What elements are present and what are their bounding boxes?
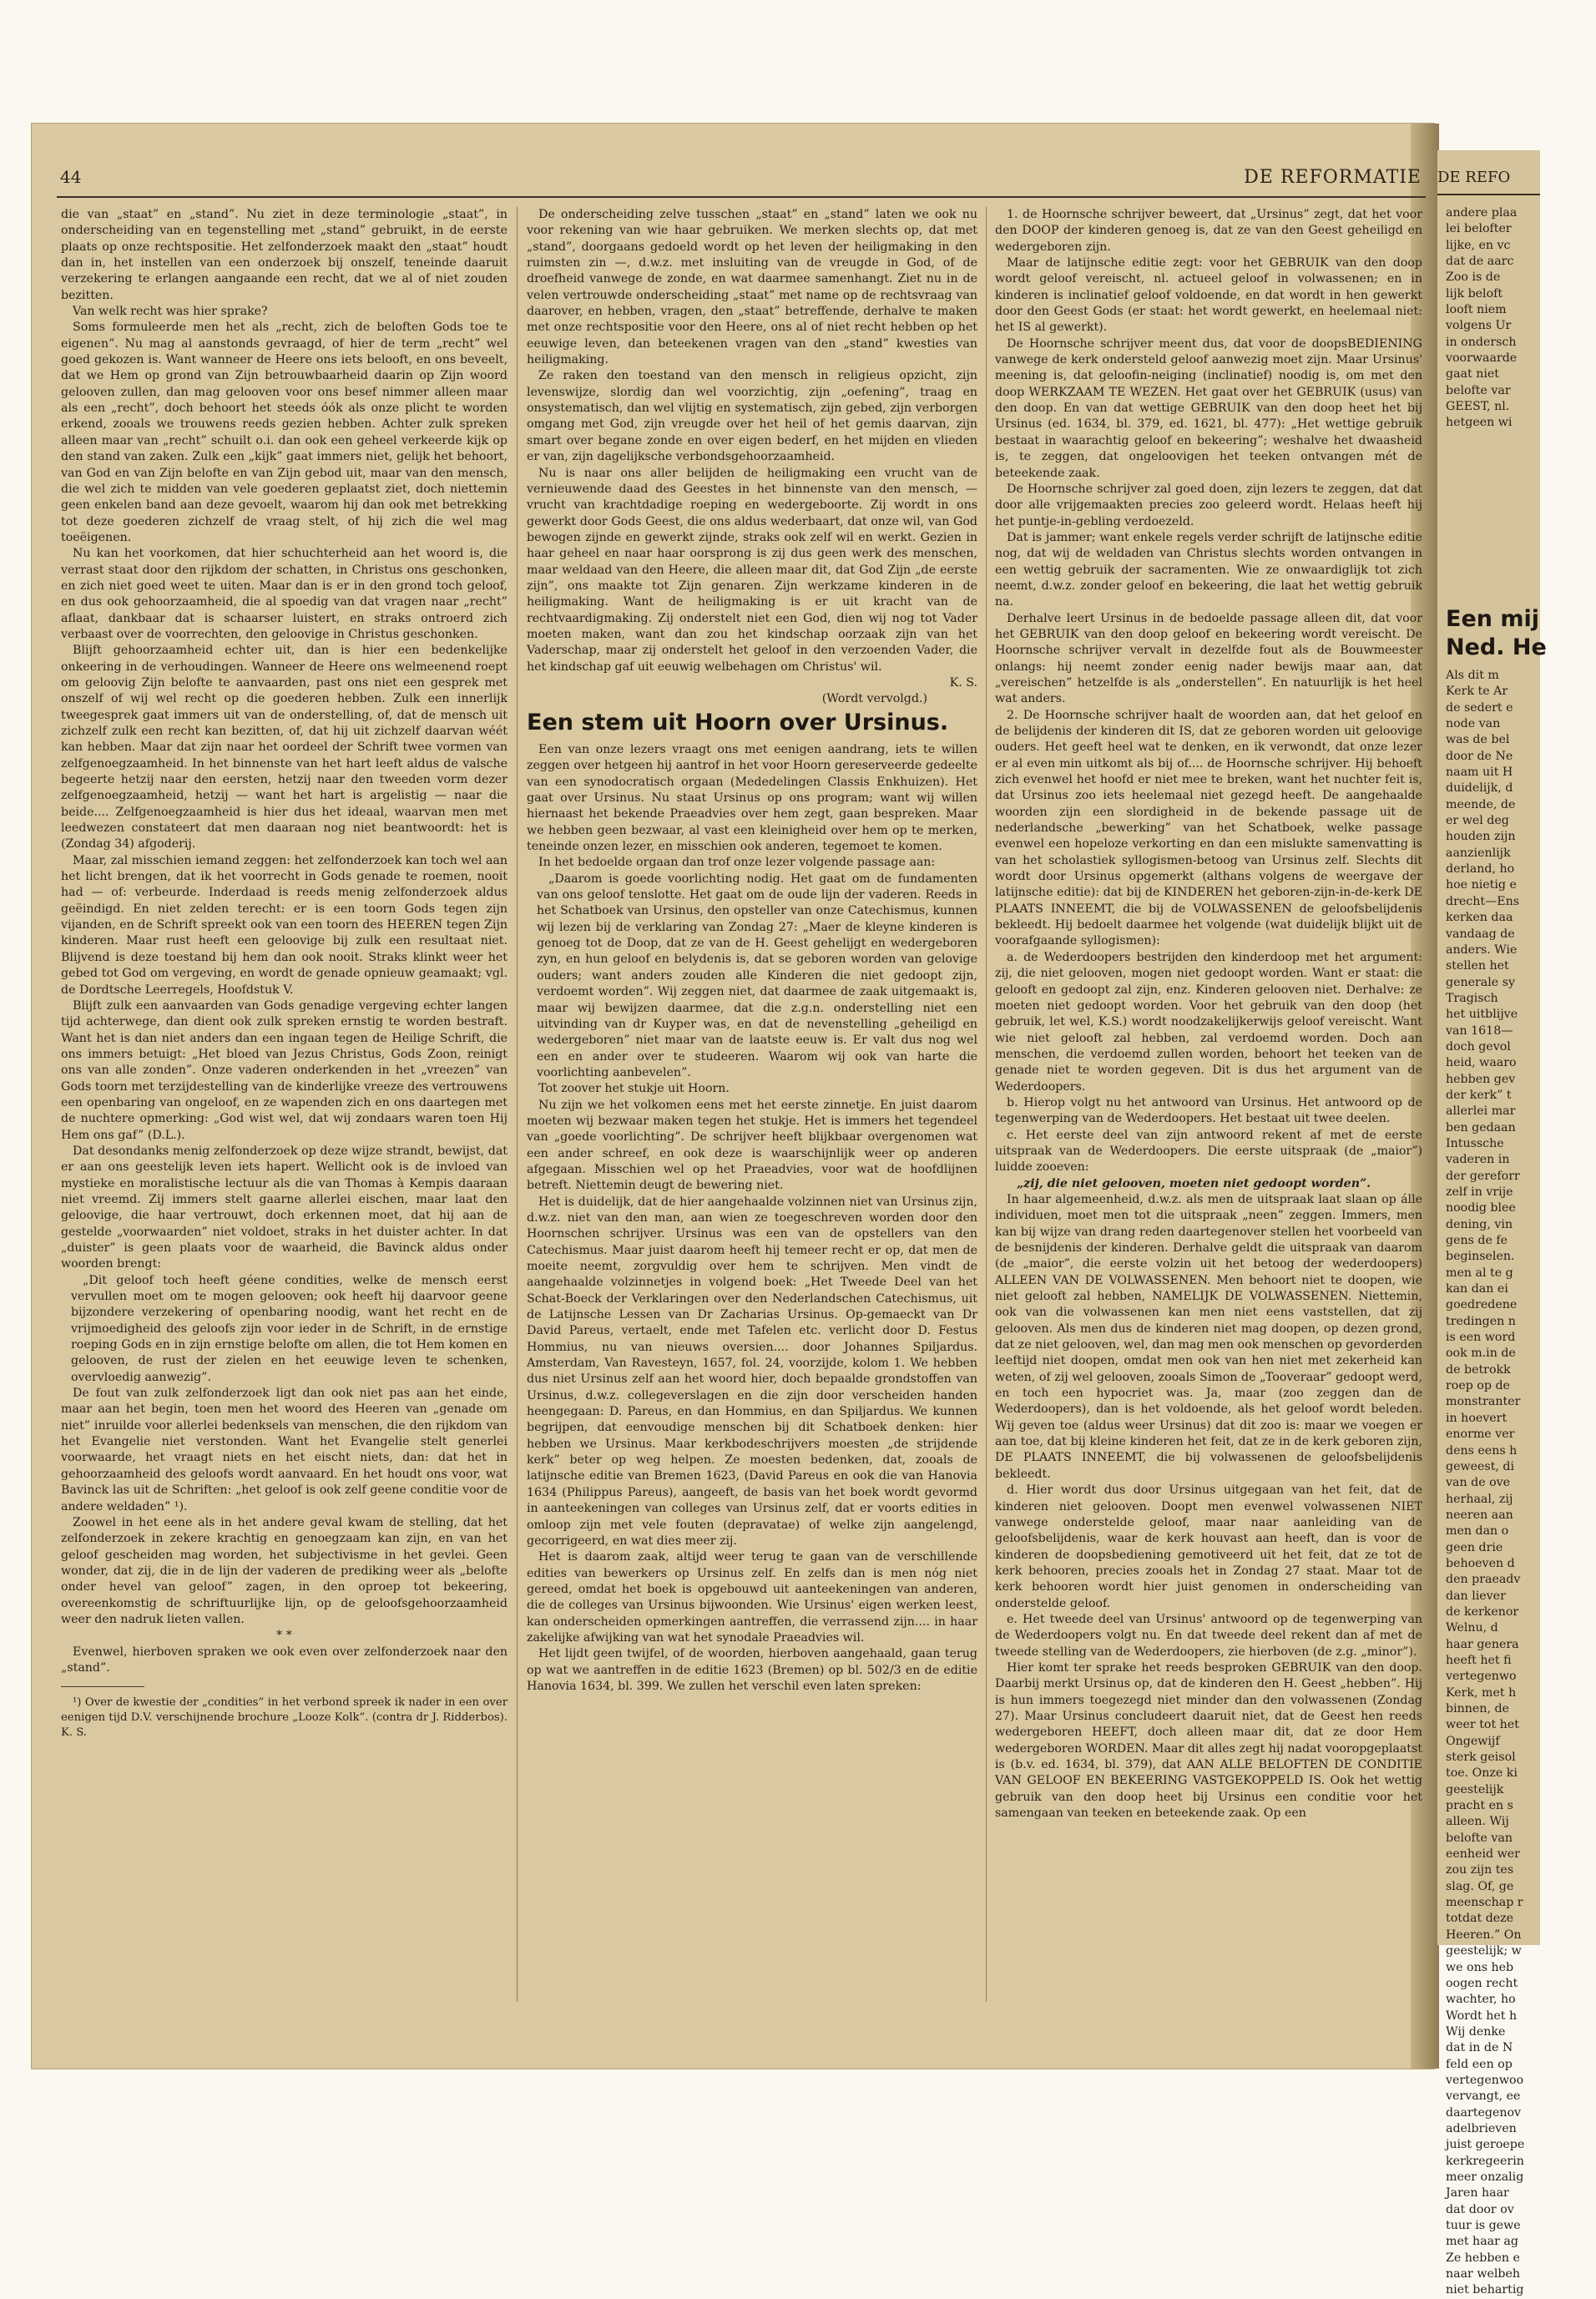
paragraph: De onderscheiding zelve tusschen „staat” en „stand” laten we ook nu voor rekening van wie haar gebruiken. We merken slechts op, dat met „stand”, doorgaans gedoeld wordt op het leven der heiligmaking in den ruimsten zin —, d.w.z. met insluiting van de vreugde in God, of de droefheid vanwege de zonde, en wat daarmee samenhangt. Ziet nu in de velen vertrouwde onderscheiding „staat” met name op de rechtsvraag van daarover, en hebben, vragen, den „staat” betreffende, derhalve te maken met onze rechtspositie voor den Heere, ons al of niet recht hebben op het eeuwige leven, dan beteekenen vragen van den „stand” kwesties van heiligmaking.: [527, 208, 977, 367]
adjacent-line: vandaag de: [1446, 927, 1515, 941]
adjacent-line: kerken daa: [1446, 911, 1513, 925]
page-number: 44: [60, 167, 82, 187]
column-3: [995, 207, 1422, 2010]
adjacent-line: ben gedaan: [1446, 1120, 1516, 1134]
adjacent-line: Kerk te Ar: [1446, 685, 1508, 699]
adjacent-line: kan dan ei: [1446, 1282, 1508, 1296]
adjacent-line: oogen recht: [1446, 1976, 1518, 1990]
adjacent-line: dan liever: [1446, 1589, 1506, 1603]
adjacent-line: men dan o: [1446, 1524, 1509, 1539]
adjacent-line: duidelijk, d: [1446, 781, 1513, 796]
footnote-rule: [61, 1686, 144, 1687]
paragraph: In het bedoelde orgaan dan trof onze lezer volgende passage aan:: [538, 856, 936, 870]
paragraph: De Hoornsche schrijver meent dus, dat voor de doopsBEDIENING vanwege de kerk ondersteld geloof aanwezig moet zijn. Maar Ursinus' meening is, dat geloofin-neiging (inclinatief) noodig is, om met den doop WERKZAAM TE WEZEN. Het gaat over het GEBRUIK (usus) van den doop. En van dat wettige GEBRUIK van den doop heet het bij Ursinus (ed. 1634, bl. 379, ed. 1621, bl. 477): „Het wettige gebruik bestaat in waarachtig geloof en bekeering”; weshalve het dwaasheid is, te zeggen, dat ongeloovigen het teeken ontvangen mét de beteekende zaak.: [995, 336, 1422, 480]
paragraph: c. Het eerste deel van zijn antwoord rekent af met de eerste uitspraak van de Wederdoopers. Die eerste uitspraak (de „maior”) luidde zooeven:: [995, 1128, 1422, 1175]
adjacent-line: van 1618—: [1446, 1023, 1513, 1038]
block-quote: „zij, die niet gelooven, moeten niet gedoopt worden”.: [1017, 1176, 1371, 1190]
adjacent-line: tredingen n: [1446, 1314, 1516, 1328]
adjacent-line: daartegenov: [1446, 2105, 1522, 2120]
adjacent-line: eenheid wer: [1446, 1847, 1520, 1862]
adjacent-line: hebben gev: [1446, 1072, 1516, 1086]
adjacent-line: heeft het fi: [1446, 1653, 1512, 1667]
adjacent-line: Een mij: [1446, 606, 1540, 632]
adjacent-line: binnen, de: [1446, 1702, 1509, 1715]
paragraph: Nu kan het voorkomen, dat hier schuchterheid aan het woord is, die verrast staat door den rijkdom der schatten, in Christus ons geschonken, en zich niet goed weet te uiten. Maar dan is er in den grond toch geloof, en dus ook gehoorzaamheid, die al spoedig van dat vragen naar „recht” aflaat, dankbaar dat is schaarser luistert, en straks ontroerd zich verbaast over de voorrechten, den geloovige in Christus geschonken.: [61, 547, 508, 641]
adjacent-line: vaderen in: [1446, 1153, 1510, 1167]
adjacent-line: voorwaarde: [1446, 351, 1518, 366]
adjacent-line: sterk geisol: [1446, 1751, 1516, 1765]
paragraph: Maar de latijnsche editie zegt: voor het GEBRUIK van den doop wordt geloof vereischt, nl. actueel geloof in volwassenen; en in kinderen is inclinatief geloof voldoende, en dat wordt in hen gewerkt door den Geest Gods (er staat: het wordt gewerkt, en heelemaal niet: het IS al gewerkt).: [995, 256, 1422, 335]
adjacent-line: looft niem: [1446, 303, 1507, 317]
adjacent-line: Jaren haar: [1446, 2186, 1509, 2200]
adjacent-text-top: [1446, 205, 1596, 432]
author-signature: K. S.: [949, 675, 977, 690]
paragraph: e. Het tweede deel van Ursinus' antwoord op de tegenwerping van de Wederdoopers volgt nu. En dat tweede deel rekent dan af met de tweede stelling van de Wederdoopers, zie hierboven (de z.g. „minor”).: [995, 1612, 1422, 1659]
adjacent-article-title: [1446, 605, 1547, 662]
adjacent-line: hoe nietig e: [1446, 878, 1517, 892]
paragraph: Maar, zal misschien iemand zeggen: het zelfonderzoek kan toch wel aan het licht brengen, dat ik het voorrecht in Gods genade te roemen, nooit had — of: verbeurde. Inderdaad is reeds menig zelfonderzoek aldus geëindigd. En niet zelden terecht: er is een toorn Gods tegen zijn vijanden, en de Schrift spreekt ook van een toorn des HEEREN tegen Zijn kinderen. Maar rust heeft een geloovige bij zulk een resultaat niet. Blijvend is deze toestand bij hem dan ook nooit. Straks klinkt weer het gebed tot God om vergeving, en wordt de genade opnieuw geamaakt; vgl. de Dordtsche Leerregels, Hoofdstuk V.: [61, 853, 508, 997]
paragraph: Dat is jammer; want enkele regels verder schrijft de latijnsche editie nog, dat wij de weldaden van Christus slechts worden ontvangen in een wettig gebruik der sacramenten. Wie ze onwaardiglijk tot zich neemt, d.w.z. zonder geloof en bekeering, die laat het wettig gebruik na.: [995, 530, 1422, 609]
adjacent-line: geestelijk: [1446, 1782, 1504, 1796]
paragraph: 1. de Hoornsche schrijver beweert, dat „Ursinus” zegt, dat het voor den DOOP der kinderen genoeg is, dat ze van den Geest geheiligd en wedergeboren zijn.: [995, 208, 1422, 254]
adjacent-line: geestelijk; w: [1446, 1944, 1522, 1958]
adjacent-line: naar welbeh: [1446, 2267, 1521, 2281]
section-separator: * *: [276, 1629, 292, 1643]
adjacent-line: dat door ov: [1446, 2202, 1514, 2216]
adjacent-line: Als dit m: [1446, 669, 1499, 682]
adjacent-line: volgens Ur: [1446, 319, 1512, 333]
paragraph: Tot zoover het stukje uit Hoorn.: [538, 1082, 730, 1096]
adjacent-line: monstranter: [1446, 1395, 1521, 1409]
adjacent-line: weer tot het: [1446, 1718, 1519, 1732]
adjacent-line: naam uit H: [1446, 765, 1513, 780]
column-divider: [517, 207, 518, 2002]
adjacent-line: dens eens h: [1446, 1443, 1518, 1458]
adjacent-line: er wel deg: [1446, 814, 1509, 828]
adjacent-line: zelf in vrije: [1446, 1185, 1513, 1199]
adjacent-line: vertegenwoo: [1446, 2073, 1524, 2087]
continued-note: (Wordt vervolgd.): [821, 692, 927, 706]
adjacent-line: lei belofter: [1446, 222, 1512, 236]
adjacent-line: enorme ver: [1446, 1427, 1515, 1442]
adjacent-line: belofte van: [1446, 1831, 1513, 1845]
column-1: [61, 207, 508, 2010]
adjacent-line: de sedert e: [1446, 700, 1513, 715]
paragraph: In haar algemeenheid, d.w.z. als men de uitspraak laat slaan op álle individuen, moet men tot die uitspraak „neen” zeggen. Immers, men kan bij wijze van drang reden daartegenover stellen het voorbeeld van de besnijdenis der kinderen. Derhalve geldt die uitspraak van daarom (de „maior”, die eerste volzin uit het betoog der wederdoopers) ALLEEN VAN DE VOLWASSENEN. Men behoort niet te doopen, wie niet gelooft zal hebben, NAMELIJK DE VOLWASSENEN. Niettemin, ook van die volwassenen kan men niet eens vaststellen, dat zij gelooven. Als men dus de kinderen niet mag doopen, op dezen grond, dat ze niet gelooven, wel, dan mag men ook menschen op gevorderden leeftijd niet doopen, omdat men ook van hen niet met zekerheid kan weten, of zij wel gelooven, zooals Simon de „Tooveraar” gedoopt werd, en toch een hypocriet was. Ja, maar (zoo zeggen dan de Wederdoopers), dan is het voldoende, als het geloof wordt beleden. Wij geven toe (aldus weer Ursinus) dat dit zoo is: maar we voegen er aan toe, dat bij kleine kinderen het feit, dat ze in de kerk geboren zijn, DE PLAATS INNEEMT, die bij volwassenen de geloofsbelijdenis bekleedt.: [995, 1192, 1422, 1481]
adjacent-line: stellen het: [1446, 959, 1509, 973]
adjacent-page-masthead: DE REFO: [1437, 169, 1511, 186]
adjacent-line: Heeren.” On: [1446, 1928, 1522, 1942]
adjacent-line: kerkregeerin: [1446, 2154, 1524, 2168]
adjacent-page: [1437, 150, 1547, 2297]
adjacent-line: dening, vin: [1446, 1217, 1513, 1231]
paragraph: a. de Wederdoopers bestrijden den kinderdoop met het argument: zij, die niet gelooven, mogen niet gedoopt worden. Want er staat: die gelooft en gedoopt zal zijn, enz. Kinderen gelooven niet. Derhalve: ze moeten niet gedoopt worden. Voor het gebruik van den doop (het gebruik, let wel, K.S.) wordt noodzakelijkerwijs geloof vereischt. Want wie niet gelooft zal hebben, zal verdoemd worden. Doch aan menschen, die verdoemd zullen worden, behoort het teeken van de genade niet te worden gegeven. Dit is dus het argument van de Wederdoopers.: [995, 950, 1422, 1094]
adjacent-line: behoeven d: [1446, 1556, 1515, 1570]
adjacent-line: gens de fe: [1446, 1234, 1508, 1248]
adjacent-line: anders. Wie: [1446, 942, 1518, 957]
adjacent-line: Intussche: [1446, 1136, 1504, 1150]
paragraph: d. Hier wordt dus door Ursinus uitgegaan van het feit, dat de kinderen niet gelooven. Doopt men evenwel volwassenen NIET vanwege onderstelde geloof, maar naar aanleiding van de geloofsbelijdenis, waar de kerk houvast aan heeft, dan is voor de kinderen de doopsbediening gemotiveerd uit het feit, dat ze tot de kerk behooren, precies zooals het in Zondag 27 staat. Maar tot de kerk behooren wordt hier juist genomen in onderscheiding van onderstelde geloof.: [995, 1483, 1422, 1610]
adjacent-line: doch gevol: [1446, 1039, 1511, 1053]
adjacent-line: we ons heb: [1446, 1960, 1514, 1974]
column-2: [527, 207, 977, 2010]
adjacent-line: geen drie: [1446, 1540, 1503, 1554]
adjacent-line: roep op de: [1446, 1379, 1510, 1393]
adjacent-line: Ongewijf: [1446, 1734, 1500, 1748]
adjacent-line: Zoo is de: [1446, 270, 1501, 285]
paragraph: Het lijdt geen twijfel, of de woorden, hierboven aangehaald, gaan terug op wat we aantreffen in de editie 1623 (Bremen) op bl. 502/3 en de editie Hanovia 1634, bl. 399. We zullen het verschil even laten spreken:: [527, 1647, 977, 1693]
adjacent-line: het uitblijve: [1446, 1008, 1518, 1022]
paragraph: Hier komt ter sprake het reeds besproken GEBRUIK van den doop. Daarbij merkt Ursinus op, dat de kinderen den H. Geest „hebben”. Hij is hun immers toegezegd niet minder dan den volwassenen (Zondag 27). Maar Ursinus concludeert daaruit niet, dat de Geest hen reeds wedergeboren HEEFT, doch alleen maar dit, dat ze door Hem wedergeboren WORDEN. Maar dit alles zegt hij nadat vooropgeplaatst is (b.v. ed. 1634, bl. 379), dat AAN ALLE BELOFTEN DE CONDITIE VAN GELOOF EN BEKEERING VASTGEKOPPELD IS. Ook het wettig gebruik van den doop heet bij Ursinus een conditie voor het samengaan van teeken en beteekende zaak. Op een: [995, 1660, 1422, 1821]
paragraph: Derhalve leert Ursinus in de bedoelde passage alleen dit, dat voor het GEBRUIK van den doop geloof en bekeering wordt vereischt. De Hoornsche schrijver vervalt in dezelfde fout als de Bouwmeester onlangs: hij neemt zonder eenig nader bewijs maar aan, dat „vereischen” hetzelfde is als „onderstellen”. En natuurlijk is het heel wat anders.: [995, 611, 1422, 706]
adjacent-line: lijke, en vc: [1446, 238, 1511, 252]
adjacent-line: derland, ho: [1446, 862, 1515, 877]
adjacent-line: door de Ne: [1446, 749, 1513, 763]
adjacent-line: slag. Of, ge: [1446, 1879, 1514, 1893]
column-divider: [986, 207, 987, 2002]
paragraph: Dat desondanks menig zelfonderzoek op deze wijze strandt, bewijst, dat er aan ons geestelijk leven iets hapert. Wellicht ook is de invloed van mystieke en moralistische lectuur als die van Thomas à Kempis daaraan niet vreemd. Zij immers stelt gaarne allerlei eischen, maar laat den geloovige, die haar vertrouwt, doch erkennen moet, dat hij aan de gestelde „voorwaarden” niet voldoet, straks in het duister achter. In dat „duister” is geen plaats voor de waarheid, die Bavinck aldus onder woorden brengt:: [61, 1144, 508, 1271]
adjacent-line: andere plaa: [1446, 206, 1518, 220]
adjacent-line: lijk beloft: [1446, 286, 1503, 301]
adjacent-line: pracht en s: [1446, 1799, 1513, 1813]
adjacent-line: Kerk, met h: [1446, 1685, 1517, 1700]
block-quote: „Dit geloof toch heeft géene condities, welke de mensch eerst vervullen moet om te mogen gelooven; ook heeft hij daarvoor geene bijzondere verzekering of openbaring noodig, want het recht en de vrijmoedigheid des geloofs zijn voor ieder in de Schrift, in de ernstige roeping Gods en in zijn ernstige belofte om allen, die tot Hem komen en gelooven, de rust der zielen en het eeuwige leven te schenken, overvloedig aanwezig”.: [71, 1273, 508, 1384]
adjacent-line: ook m.in de: [1446, 1347, 1516, 1361]
paragraph: Het is daarom zaak, altijd weer terug te gaan van de verschillende edities van bewerkers op Ursinus zelf. En zelfs dan is men nóg niet gereed, omdat het boek is opgebouwd uit aanteekeningen van anderen, die de colleges van Ursinus bijwoonden. Wie Ursinus' eigen werken leest, kan onderscheiden opmerkingen aantreffen, die verrassend zijn.... in haar zakelijke afwijking van wat het synodale Praeadvies wil.: [527, 1550, 977, 1645]
paragraph: Een van onze lezers vraagt ons met eenigen aandrang, iets te willen zeggen over hetgeen hij aantrof in het voor Hoorn gereserveerde gedeelte van een synodocratisch orgaan (Mededelingen Classis Enkhuizen). Het gaat over Ursinus. Nu staat Ursinus op ons program; want wij willen hiernaast het bekende Praeadvies over hem zegt, gaan bespreken. Maar we hebben geen bezwaar, al vast een kleinigheid over hem op te merken, teneinde onzen lezer, en misschien ook anderen, tegemoet te komen.: [527, 743, 977, 854]
adjacent-line: goedredene: [1446, 1298, 1518, 1312]
adjacent-line: totdat deze: [1446, 1912, 1514, 1926]
adjacent-line: wachter, ho: [1446, 1993, 1516, 2007]
adjacent-line: meenschap r: [1446, 1896, 1523, 1910]
paragraph: Ze raken den toestand van den mensch in religieus opzicht, zijn levenswijze, slordig dan wel voorzichtig, zijn „oefening”, traag en onsystematisch, dan wel vlijtig en systematisch, zijn gebed, zijn verborgen omgang met God, zijn vreugde over het heil of het gemis daarvan, zijn smart over begane zonde en over eigen bederf, en het mijden en vlieden er van, zijn dagelijksche verbondsgehoorzaamheid.: [527, 369, 977, 464]
paragraph: Blijft gehoorzaamheid echter uit, dan is hier een bedenkelijke onkeering in de verhoudingen. Wanneer de Heere ons welmeenend roept om geloovig Zijn belofte te aanvaarden, past ons niet een gesprek met onszelf of wij wel recht op die goederen hebben. Zulk een innerlijk tweegesprek gaat immers uit van de onderstelling, of, dat de mensch uit zichzelf zulk een recht kan bezitten, of, dat hij uit zichzelf daarvan wéét kan hebben. Maar dat zijn naar het oordeel der Schrift twee vormen van zelfgenoegzaamheid. In het binnenste van het hart leeft aldus de valsche begeerte hetzij naar den eersten, hetzij naar den tweeden vorm dezer zelfgenoegzaamheid, hetzij — want het hart is argelistig — naar die beide.... Zelfgenoegzaamheid is hier dus het ideaal, waarvan men met leedwezen constateert dat men daaraan nog niet beantwoordt: het is (Zondag 34) afgoderij.: [61, 644, 508, 851]
paragraph: Soms formuleerde men het als „recht, zich de beloften Gods toe te eigenen”. Nu mag al aanstonds gevraagd, of hier de term „recht” wel goed gekozen is. Want wanneer de Heere ons iets belooft, en ons beveelt, dat we Hem op grond van Zijn betrouwbaarheid daarin op Zijn woord gelooven zullen, dan mag gelooven voor ons besef nimmer alleen maar als een „recht”, doch behoort het steeds óók als onze plicht te worden erkend, zooals we trouwens reeds gezien hebben. Achter zulk spreken alleen maar van „recht” schuilt o.i. dan ook een geheel verkeerde kijk op den stand van zaken. Zulk een „kijk” gaat immers niet, gelijk het behoort, van God en van Zijn belofte en van Zijn gebod uit, maar van den mensch, die wel zich te midden van vele goederen geplaatst ziet, doch niettemin geen enkelen band aan deze gevoelt, waarom hij dan ook met betrekking tot deze goederen zichzelf de vraag stelt, of hij zich die wel mag toeëigenen.: [61, 321, 508, 544]
adjacent-line: Ned. He: [1446, 634, 1547, 660]
adjacent-line: met haar ag: [1446, 2235, 1518, 2249]
adjacent-line: was de bel: [1446, 733, 1510, 747]
adjacent-line: allerlei mar: [1446, 1104, 1516, 1119]
paragraph: Nu is naar ons aller belijden de heiligmaking een vrucht van de vernieuwende daad des Geestes in het binnenste van den mensch, — vrucht van krachtdadige roeping en wedergeboorte. Zij wordt in ons gewerkt door Gods Geest, die ons aldus wederbaart, dat onze wil, van God bewogen zijnde en gewerkt zijnde, straks ook zelf wil en werkt. Gezien in haar geheel en naar haar oorsprong is zij dus geen werk des menschen, maar weldaad van den Heere, die alleen maar dit, dat God Zijn „de eerste zijn”, ons maakte tot Zijn genaren. Zijn werkzame kinderen in de heiligmaking. Want de heiligmaking is er uit kracht van de rechtvaardigmaking. Zij onderstelt niet een God, dien wij nog tot Vader moeten maken, want dan zou het kindschap oorzaak zijn van het Vaderschap, maar zij onderstelt het geloof in den verzoenden Vader, die het kindschap gaf uit eeuwig welbehagen om Christus' wil.: [527, 466, 977, 674]
adjacent-line: haar genera: [1446, 1637, 1519, 1651]
paragraph: Evenwel, hierboven spraken we ook even over zelfonderzoek naar den „stand”.: [61, 1645, 508, 1675]
adjacent-line: adelbrieven: [1446, 2121, 1517, 2135]
adjacent-line: Wordt het h: [1446, 2008, 1518, 2023]
adjacent-line: Tragisch: [1446, 991, 1498, 1005]
paragraph: De fout van zulk zelfonderzoek ligt dan ook niet pas aan het einde, maar aan het begin, toen men het woord des Heeren van „genade om niet” inruilde voor allerlei bedenksels van menschen, die den rijkdom van het Evangelie niet verstonden. Want het Evangelie stelt generlei voorwaarde, het vraagt niets en het eischt niets, dan: dat het in gehoorzaamheid des geloofs wordt aanvaard. En het houdt ons voor, wat Bavinck las uit de Schriften: „het geloof is ook zelf geene conditie voor de andere weldaden” ¹).: [61, 1387, 508, 1513]
adjacent-line: men al te g: [1446, 1266, 1513, 1280]
adjacent-header-rule: [1437, 194, 1540, 195]
adjacent-line: herhaal, zij: [1446, 1492, 1513, 1506]
adjacent-line: heid, waaro: [1446, 1056, 1517, 1070]
paragraph: b. Hierop volgt nu het antwoord van Ursinus. Het antwoord op de tegenwerping van de Wederdoopers. Het bestaat uit twee deelen.: [995, 1095, 1422, 1126]
adjacent-line: beginselen.: [1446, 1250, 1515, 1264]
paragraph: 2. De Hoornsche schrijver haalt de woorden aan, dat het geloof en de belijdenis der kinderen dit IS, dat ze geboren worden uit geloovige ouders. Het geeft heel wat te denken, en ik verwondt, dat onze lezer er al even min uitkomt als bij of.... de Hoornsche schrijver. Hij behoeft zich evenwel het hoofd er niet mee te breken, want het nuchter feit is, dat Ursinus zoo iets heelemaal niet gezegd heeft. De aangehaalde woorden zijn een slordigheid in de bekende passage uit de nederlandsche „bewerking” van het Schatboek, welke passage evenwel een hopeloze verkorting en dan een mislukte samenvatting is van het scholastiek syllogismen-betoog van Ursinus zelf. Slechts dit wordt door Ursinus opgemerkt (althans volgens de weergave der latijnsche editie): dat bij de KINDEREN het geboren-zijn-in-de-kerk DE PLAATS INNEEMT, die bij de VOLWASSENEN de geloofsbelijdenis bekleedt. Hij bedoelt daarmee het volgende (wat duidelijk blijkt uit de voorafgaande syllogismen):: [995, 708, 1422, 948]
adjacent-text-bottom: [1446, 668, 1596, 2299]
adjacent-line: tuur is gewe: [1446, 2219, 1521, 2232]
paragraph: Van welk recht was hier sprake?: [73, 305, 268, 319]
adjacent-line: vertegenwo: [1446, 1670, 1517, 1684]
adjacent-line: den praeadv: [1446, 1573, 1521, 1587]
adjacent-line: neeren aan: [1446, 1508, 1513, 1522]
paragraph: De Hoornsche schrijver zal goed doen, zijn lezers te zeggen, dat dat door alle vrijgemaakten precies zoo geleerd wordt. Helaas heeft hij het puntje-in-gebling verdoezeld.: [995, 482, 1422, 528]
adjacent-line: de betrokk: [1446, 1362, 1511, 1377]
adjacent-line: geweest, di: [1446, 1459, 1515, 1473]
adjacent-line: feld een op: [1446, 2057, 1513, 2071]
adjacent-line: generale sy: [1446, 975, 1515, 989]
adjacent-line: van de ove: [1446, 1476, 1511, 1490]
adjacent-line: noodig blee: [1446, 1201, 1516, 1215]
footnote: ¹) Over de kwestie der „condities” in het verbond spreek ik nader in een over eenigen tijd D.V. verschijnende brochure „Looze Kolk”. (contra dr J. Ridderbos). K. S.: [61, 1696, 508, 1740]
paragraph: die van „staat” en „stand”. Nu ziet in deze terminologie „staat”, in onderscheiding van en tegenstelling met „stand” gebruikt, in de eerste plaats op onze rechtspositie. Het zelfonderzoek maakt den „staat” houdt dan in, het instellen van een onderzoek bij onszelf, teneinde daaruit verzekering te erlangen aangaande een recht, dat we al of niet zouden bezitten.: [61, 208, 508, 302]
adjacent-line: houden zijn: [1446, 830, 1516, 844]
paragraph: Nu zijn we het volkomen eens met het eerste zinnetje. En juist daarom moeten wij bezwaar maken tegen het stukje. Het is immers het tegendeel van „goede voorlichting”. De schrijver heeft blijkbaar overgenomen wat een ander schreef, en ook deze is waarschijnlijk weer op anderen afgegaan. Misschien wel op het Praeadvies, voor wat de hoofdlijnen betreft. Niettemin deugt de bewering niet.: [527, 1098, 977, 1193]
adjacent-line: der gereforr: [1446, 1169, 1520, 1183]
paragraph: Het is duidelijk, dat de hier aangehaalde volzinnen niet van Ursinus zijn, d.w.z. niet van den man, aan wien ze toegeschreven worden door den Hoornschen schrijver. Ursinus was een van de opstellers van den Catechismus. Maar juist daarom heeft hij temeer recht er op, dat men de moeite neemt, zorgvuldig over hem te schrijven. Men vindt de aangehaalde volzinnetjes in volgend boek: „Het Tweede Deel van het Schat-Boeck der Verklaringen over den Nederlandschen Catechismus, uit de Latijnsche Lessen van Dr Zacharias Ursinus. Op-gemaeckt van Dr David Pareus, vertaelt, ende met Tafelen etc. verlicht door D. Festus Hommius, nu van nieuws oversien.... door Johannes Spiljardus. Amsterdam, Van Ravesteyn, 1657, fol. 24, voorzijde, kolom 1. We hebben dus niet Ursinus zelf aan het woord hier, doch bepaalde grondstoffen van Ursinus, d.w.z. collegeverslagen en die zijn door verscheiden handen heengegaan: D. Pareus, en dan Hommius, en dan Spiljardus. We kunnen begrijpen, dat eenvoudige menschen bij dit Schatboek denken: hier hebben we Ursinus. Maar kerkbodeschrijvers moesten „de strijdende kerk” beter op weg helpen. Ze moesten bedenken, dat, zooals de latijnsche editie van Bremen 1623, (David Pareus en ook die van Hanovia 1634 (Philippus Pareus), aangeeft, de basis van het boek wordt gevormd in aanteekeningen van colleges van Ursinus zelf, dat er voorts edities in omloop zijn met vele fouten (depravatae) of welke zijn aangelengd, gecorrigeerd, en wat dies meer zij.: [527, 1195, 977, 1548]
adjacent-line: dat de aarc: [1446, 255, 1514, 269]
adjacent-line: dat in de N: [1446, 2041, 1513, 2055]
adjacent-line: aanzienlijk: [1446, 846, 1511, 860]
adjacent-line: zou zijn tes: [1446, 1863, 1514, 1877]
adjacent-line: GEEST, nl.: [1446, 400, 1510, 414]
adjacent-line: alleen. Wij: [1446, 1815, 1509, 1829]
adjacent-line: juist geroepe: [1446, 2138, 1525, 2152]
adjacent-line: hetgeen wi: [1446, 416, 1513, 430]
adjacent-line: Ze hebben e: [1446, 2251, 1520, 2265]
adjacent-line: is een word: [1446, 1331, 1516, 1345]
adjacent-line: der kerk” t: [1446, 1088, 1512, 1102]
adjacent-line: toe. Onze ki: [1446, 1766, 1518, 1781]
article-title: Een stem uit Hoorn over Ursinus.: [527, 709, 949, 735]
adjacent-line: belofte var: [1446, 383, 1511, 397]
block-quote: „Daarom is goede voorlichting nodig. Het gaat om de fundamenten van ons geloof tenslotte. Het gaat om de oude lijn der vaderen. Reeds in het Schatboek van Ursinus, den opsteller van onze Catechismus, kunnen wij lezen bij de verklaring van Zondag 27: „Maer de kleyne kinderen is genoeg tot de Doop, dat ze van de H. Geest gehelijgt en wedergeboren zyn, en hun geloof en belydenis is, dat se geboren worden van gelovige ouders; want anders zouden alle Kinderen die niet gedoopt zijn, verdoemt worden”. Wij zeggen niet, dat daarmee de zaak uitgemaakt is, maar wij bewijzen daarmee, dat die z.g.n. onderstelling niet een uitvinding van dr Kuyper was, en dat de nevenstelling „geheiligd en wedergeboren” niet maar van de laatste eeuw is. Er valt dus nog wel een en ander over te studeeren. Waarom wij ook van harte die voorlichting aanbevelen”.: [537, 872, 977, 1079]
paragraph: Zoowel in het eene als in het andere geval kwam de stelling, dat het zelfonderzoek in zekere krachtig en genoegzaam kan zijn, en van het geloof gescheiden mag worden, het subjectivisme in het gevlei. Geen wonder, dat zij, die in de lijn der vaderen de prediking weer als „belofte onder hevel van geloof” zagen, in den oproep tot bekeering, overeenkomstig de schriftuurlijke lijn, op de geloofsgehoorzaamheid weer den nadruk lieten vallen.: [61, 1515, 508, 1626]
masthead-title: DE REFORMATIE: [1244, 167, 1422, 188]
adjacent-line: vervangt, ee: [1446, 2089, 1521, 2104]
adjacent-line: gaat niet: [1446, 367, 1499, 381]
adjacent-line: Wij denke: [1446, 2024, 1506, 2039]
adjacent-line: drecht—Ens: [1446, 894, 1520, 908]
adjacent-line: Welnu, d: [1446, 1621, 1498, 1635]
adjacent-line: in ondersch: [1446, 335, 1517, 349]
adjacent-line: in hoevert: [1446, 1411, 1508, 1425]
adjacent-line: node van: [1446, 717, 1501, 731]
adjacent-line: meer onzalig: [1446, 2170, 1524, 2184]
paragraph: Blijft zulk een aanvaarden van Gods genadige vergeving echter langen tijd achterwege, dan dient ook zulk spreken ernstig te worden bestraft. Want het is dan niet anders dan een ingaan tegen de Heilige Schrift, die ons immers betuigt: „Het bloed van Jezus Christus, Gods Zoon, reinigt ons van alle zonden”. Onze vaderen onderkenden in het „vreezen” van Gods toorn met terzijdestelling van de kinderlijke vreeze des vertrouwens een openbaring van ongeloof, en ze wapenden zich en ons daartegen met de nuchtere opmerking: „God wist wel, dat wij zondaars waren toen Hij Hem ons gaf” (D.L.).: [61, 998, 508, 1142]
header-rule: [57, 196, 1426, 198]
adjacent-line: meende, de: [1446, 797, 1516, 811]
adjacent-line: niet behartig: [1446, 2283, 1524, 2297]
adjacent-line: de kerkenor: [1446, 1604, 1519, 1619]
